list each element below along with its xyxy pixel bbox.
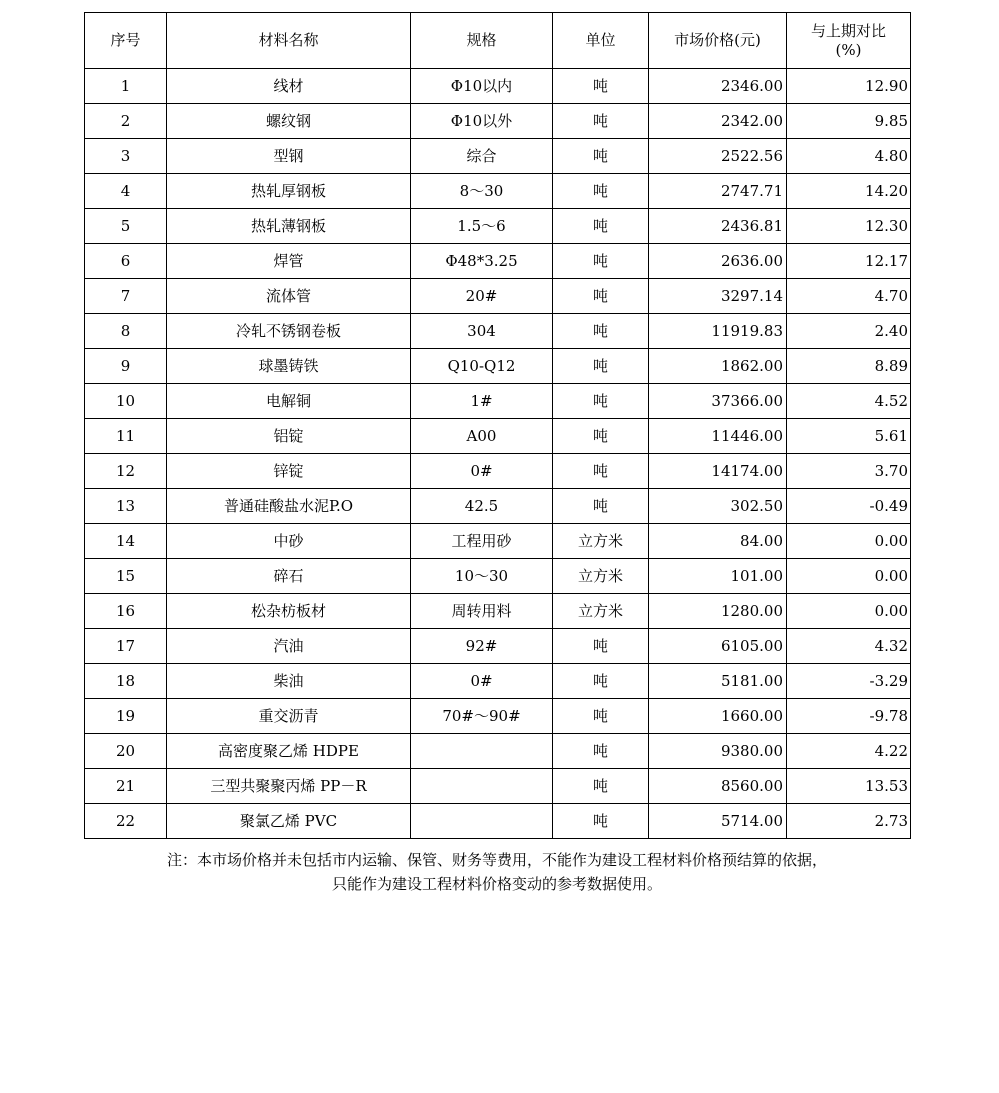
header-market-price: 市场价格(元) — [649, 13, 787, 69]
cell-index: 9 — [85, 349, 167, 384]
cell-material-name: 铝锭 — [167, 419, 411, 454]
cell-change-percent: 12.17 — [787, 244, 911, 279]
table-row — [85, 349, 911, 384]
header-change-label: 与上期对比 — [810, 21, 886, 40]
table-row — [85, 174, 911, 209]
cell-spec: 304 — [411, 314, 553, 349]
cell-material-name: 碎石 — [167, 559, 411, 594]
cell-change-percent: 4.80 — [787, 139, 911, 174]
cell-material-name: 聚氯乙烯 PVC — [167, 804, 411, 839]
header-change-vs-previous — [787, 13, 911, 69]
cell-spec: Q10-Q12 — [411, 349, 553, 384]
cell-change-percent: 4.32 — [787, 629, 911, 664]
cell-market-price: 6105.00 — [649, 629, 787, 664]
cell-index: 20 — [85, 734, 167, 769]
cell-material-name: 型钢 — [167, 139, 411, 174]
cell-material-name: 柴油 — [167, 664, 411, 699]
cell-spec: A00 — [411, 419, 553, 454]
cell-material-name: 普通硅酸盐水泥P.O — [167, 489, 411, 524]
cell-unit: 吨 — [553, 384, 649, 419]
cell-spec: 10～30 — [411, 559, 553, 594]
cell-material-name: 三型共聚聚丙烯 PP－R — [167, 769, 411, 804]
cell-market-price: 2747.71 — [649, 174, 787, 209]
cell-change-percent: 8.89 — [787, 349, 911, 384]
cell-spec: 0# — [411, 454, 553, 489]
table-row — [85, 769, 911, 804]
cell-index: 8 — [85, 314, 167, 349]
header-unit: 单位 — [553, 13, 649, 69]
cell-unit: 吨 — [553, 769, 649, 804]
table-row — [85, 314, 911, 349]
cell-unit: 吨 — [553, 419, 649, 454]
cell-unit: 吨 — [553, 104, 649, 139]
table-body — [85, 69, 911, 839]
table-row — [85, 384, 911, 419]
cell-index: 14 — [85, 524, 167, 559]
table-row — [85, 664, 911, 699]
cell-index: 15 — [85, 559, 167, 594]
cell-market-price: 2346.00 — [649, 69, 787, 104]
cell-spec: Φ48*3.25 — [411, 244, 553, 279]
cell-unit: 吨 — [553, 244, 649, 279]
cell-unit: 吨 — [553, 699, 649, 734]
header-spec: 规格 — [411, 13, 553, 69]
cell-market-price: 1660.00 — [649, 699, 787, 734]
cell-market-price: 2522.56 — [649, 139, 787, 174]
cell-change-percent: 0.00 — [787, 524, 911, 559]
table-row — [85, 279, 911, 314]
cell-market-price: 84.00 — [649, 524, 787, 559]
header-material-name: 材料名称 — [167, 13, 411, 69]
cell-unit: 吨 — [553, 349, 649, 384]
cell-material-name: 流体管 — [167, 279, 411, 314]
cell-spec: 1# — [411, 384, 553, 419]
cell-market-price: 2342.00 — [649, 104, 787, 139]
cell-unit: 吨 — [553, 174, 649, 209]
cell-change-percent: 4.22 — [787, 734, 911, 769]
cell-change-percent: 2.40 — [787, 314, 911, 349]
cell-index: 7 — [85, 279, 167, 314]
footnote-line-2: 只能作为建设工程材料价格变动的参考数据使用。 — [331, 875, 662, 893]
cell-index: 10 — [85, 384, 167, 419]
cell-change-percent: 5.61 — [787, 419, 911, 454]
cell-market-price: 1862.00 — [649, 349, 787, 384]
cell-unit: 吨 — [553, 629, 649, 664]
cell-change-percent: 12.90 — [787, 69, 911, 104]
cell-material-name: 热轧薄钢板 — [167, 209, 411, 244]
cell-spec — [411, 804, 553, 839]
cell-material-name: 汽油 — [167, 629, 411, 664]
cell-material-name: 松杂枋板材 — [167, 594, 411, 629]
cell-unit: 吨 — [553, 734, 649, 769]
table-row — [85, 629, 911, 664]
table-row — [85, 209, 911, 244]
cell-change-percent: -0.49 — [787, 489, 911, 524]
cell-material-name: 球墨铸铁 — [167, 349, 411, 384]
cell-unit: 吨 — [553, 664, 649, 699]
cell-index: 22 — [85, 804, 167, 839]
cell-spec: Φ10以内 — [411, 69, 553, 104]
cell-change-percent: 14.20 — [787, 174, 911, 209]
cell-index: 3 — [85, 139, 167, 174]
cell-change-percent: 13.53 — [787, 769, 911, 804]
table-row — [85, 559, 911, 594]
cell-unit: 立方米 — [553, 594, 649, 629]
cell-market-price: 5714.00 — [649, 804, 787, 839]
table-row — [85, 524, 911, 559]
table-row — [85, 139, 911, 174]
cell-spec: 42.5 — [411, 489, 553, 524]
cell-market-price: 101.00 — [649, 559, 787, 594]
cell-unit: 吨 — [553, 804, 649, 839]
cell-change-percent: 3.70 — [787, 454, 911, 489]
cell-market-price: 9380.00 — [649, 734, 787, 769]
table-row — [85, 244, 911, 279]
cell-index: 11 — [85, 419, 167, 454]
cell-market-price: 37366.00 — [649, 384, 787, 419]
cell-market-price: 2436.81 — [649, 209, 787, 244]
cell-index: 19 — [85, 699, 167, 734]
cell-index: 6 — [85, 244, 167, 279]
cell-index: 13 — [85, 489, 167, 524]
cell-market-price: 14174.00 — [649, 454, 787, 489]
cell-material-name: 焊管 — [167, 244, 411, 279]
header-change-unit: (%) — [835, 40, 862, 59]
cell-material-name: 热轧厚钢板 — [167, 174, 411, 209]
cell-index: 1 — [85, 69, 167, 104]
cell-spec — [411, 734, 553, 769]
cell-material-name: 中砂 — [167, 524, 411, 559]
cell-market-price: 11446.00 — [649, 419, 787, 454]
cell-unit: 吨 — [553, 279, 649, 314]
cell-unit: 吨 — [553, 314, 649, 349]
footnote-line-1: 注：本市场价格并未包括市内运输、保管、财务等费用，不能作为建设工程材料价格预结算的依据， — [166, 851, 827, 869]
cell-market-price: 302.50 — [649, 489, 787, 524]
cell-spec: 工程用砂 — [411, 524, 553, 559]
cell-market-price: 5181.00 — [649, 664, 787, 699]
cell-material-name: 锌锭 — [167, 454, 411, 489]
cell-unit: 吨 — [553, 489, 649, 524]
table-row — [85, 454, 911, 489]
cell-unit: 吨 — [553, 139, 649, 174]
table-row — [85, 104, 911, 139]
cell-material-name: 重交沥青 — [167, 699, 411, 734]
cell-market-price: 1280.00 — [649, 594, 787, 629]
table-row — [85, 419, 911, 454]
cell-market-price: 8560.00 — [649, 769, 787, 804]
cell-spec: 1.5～6 — [411, 209, 553, 244]
cell-index: 18 — [85, 664, 167, 699]
cell-index: 17 — [85, 629, 167, 664]
cell-spec: Φ10以外 — [411, 104, 553, 139]
table-row — [85, 594, 911, 629]
cell-material-name: 线材 — [167, 69, 411, 104]
cell-change-percent: 0.00 — [787, 594, 911, 629]
cell-change-percent: 4.52 — [787, 384, 911, 419]
cell-market-price: 11919.83 — [649, 314, 787, 349]
cell-spec: 70#～90# — [411, 699, 553, 734]
cell-unit: 立方米 — [553, 559, 649, 594]
cell-index: 4 — [85, 174, 167, 209]
cell-spec: 92# — [411, 629, 553, 664]
cell-material-name: 高密度聚乙烯 HDPE — [167, 734, 411, 769]
cell-index: 5 — [85, 209, 167, 244]
cell-index: 16 — [85, 594, 167, 629]
cell-change-percent: 12.30 — [787, 209, 911, 244]
cell-unit: 吨 — [553, 69, 649, 104]
cell-change-percent: 9.85 — [787, 104, 911, 139]
table-row — [85, 69, 911, 104]
cell-index: 2 — [85, 104, 167, 139]
cell-material-name: 螺纹钢 — [167, 104, 411, 139]
table-row — [85, 489, 911, 524]
header-index: 序号 — [85, 13, 167, 69]
cell-spec — [411, 769, 553, 804]
cell-change-percent: -9.78 — [787, 699, 911, 734]
table-row — [85, 804, 911, 839]
table-header-row — [85, 13, 911, 69]
table-row — [85, 699, 911, 734]
cell-change-percent: -3.29 — [787, 664, 911, 699]
cell-spec: 20# — [411, 279, 553, 314]
material-price-table — [84, 12, 911, 839]
cell-change-percent: 4.70 — [787, 279, 911, 314]
cell-index: 12 — [85, 454, 167, 489]
cell-change-percent: 0.00 — [787, 559, 911, 594]
cell-index: 21 — [85, 769, 167, 804]
cell-change-percent: 2.73 — [787, 804, 911, 839]
table-row — [85, 734, 911, 769]
cell-unit: 立方米 — [553, 524, 649, 559]
cell-material-name: 冷轧不锈钢卷板 — [167, 314, 411, 349]
cell-market-price: 2636.00 — [649, 244, 787, 279]
cell-spec: 综合 — [411, 139, 553, 174]
cell-material-name: 电解铜 — [167, 384, 411, 419]
cell-unit: 吨 — [553, 454, 649, 489]
cell-spec: 周转用料 — [411, 594, 553, 629]
cell-unit: 吨 — [553, 209, 649, 244]
cell-spec: 0# — [411, 664, 553, 699]
cell-market-price: 3297.14 — [649, 279, 787, 314]
cell-spec: 8～30 — [411, 174, 553, 209]
